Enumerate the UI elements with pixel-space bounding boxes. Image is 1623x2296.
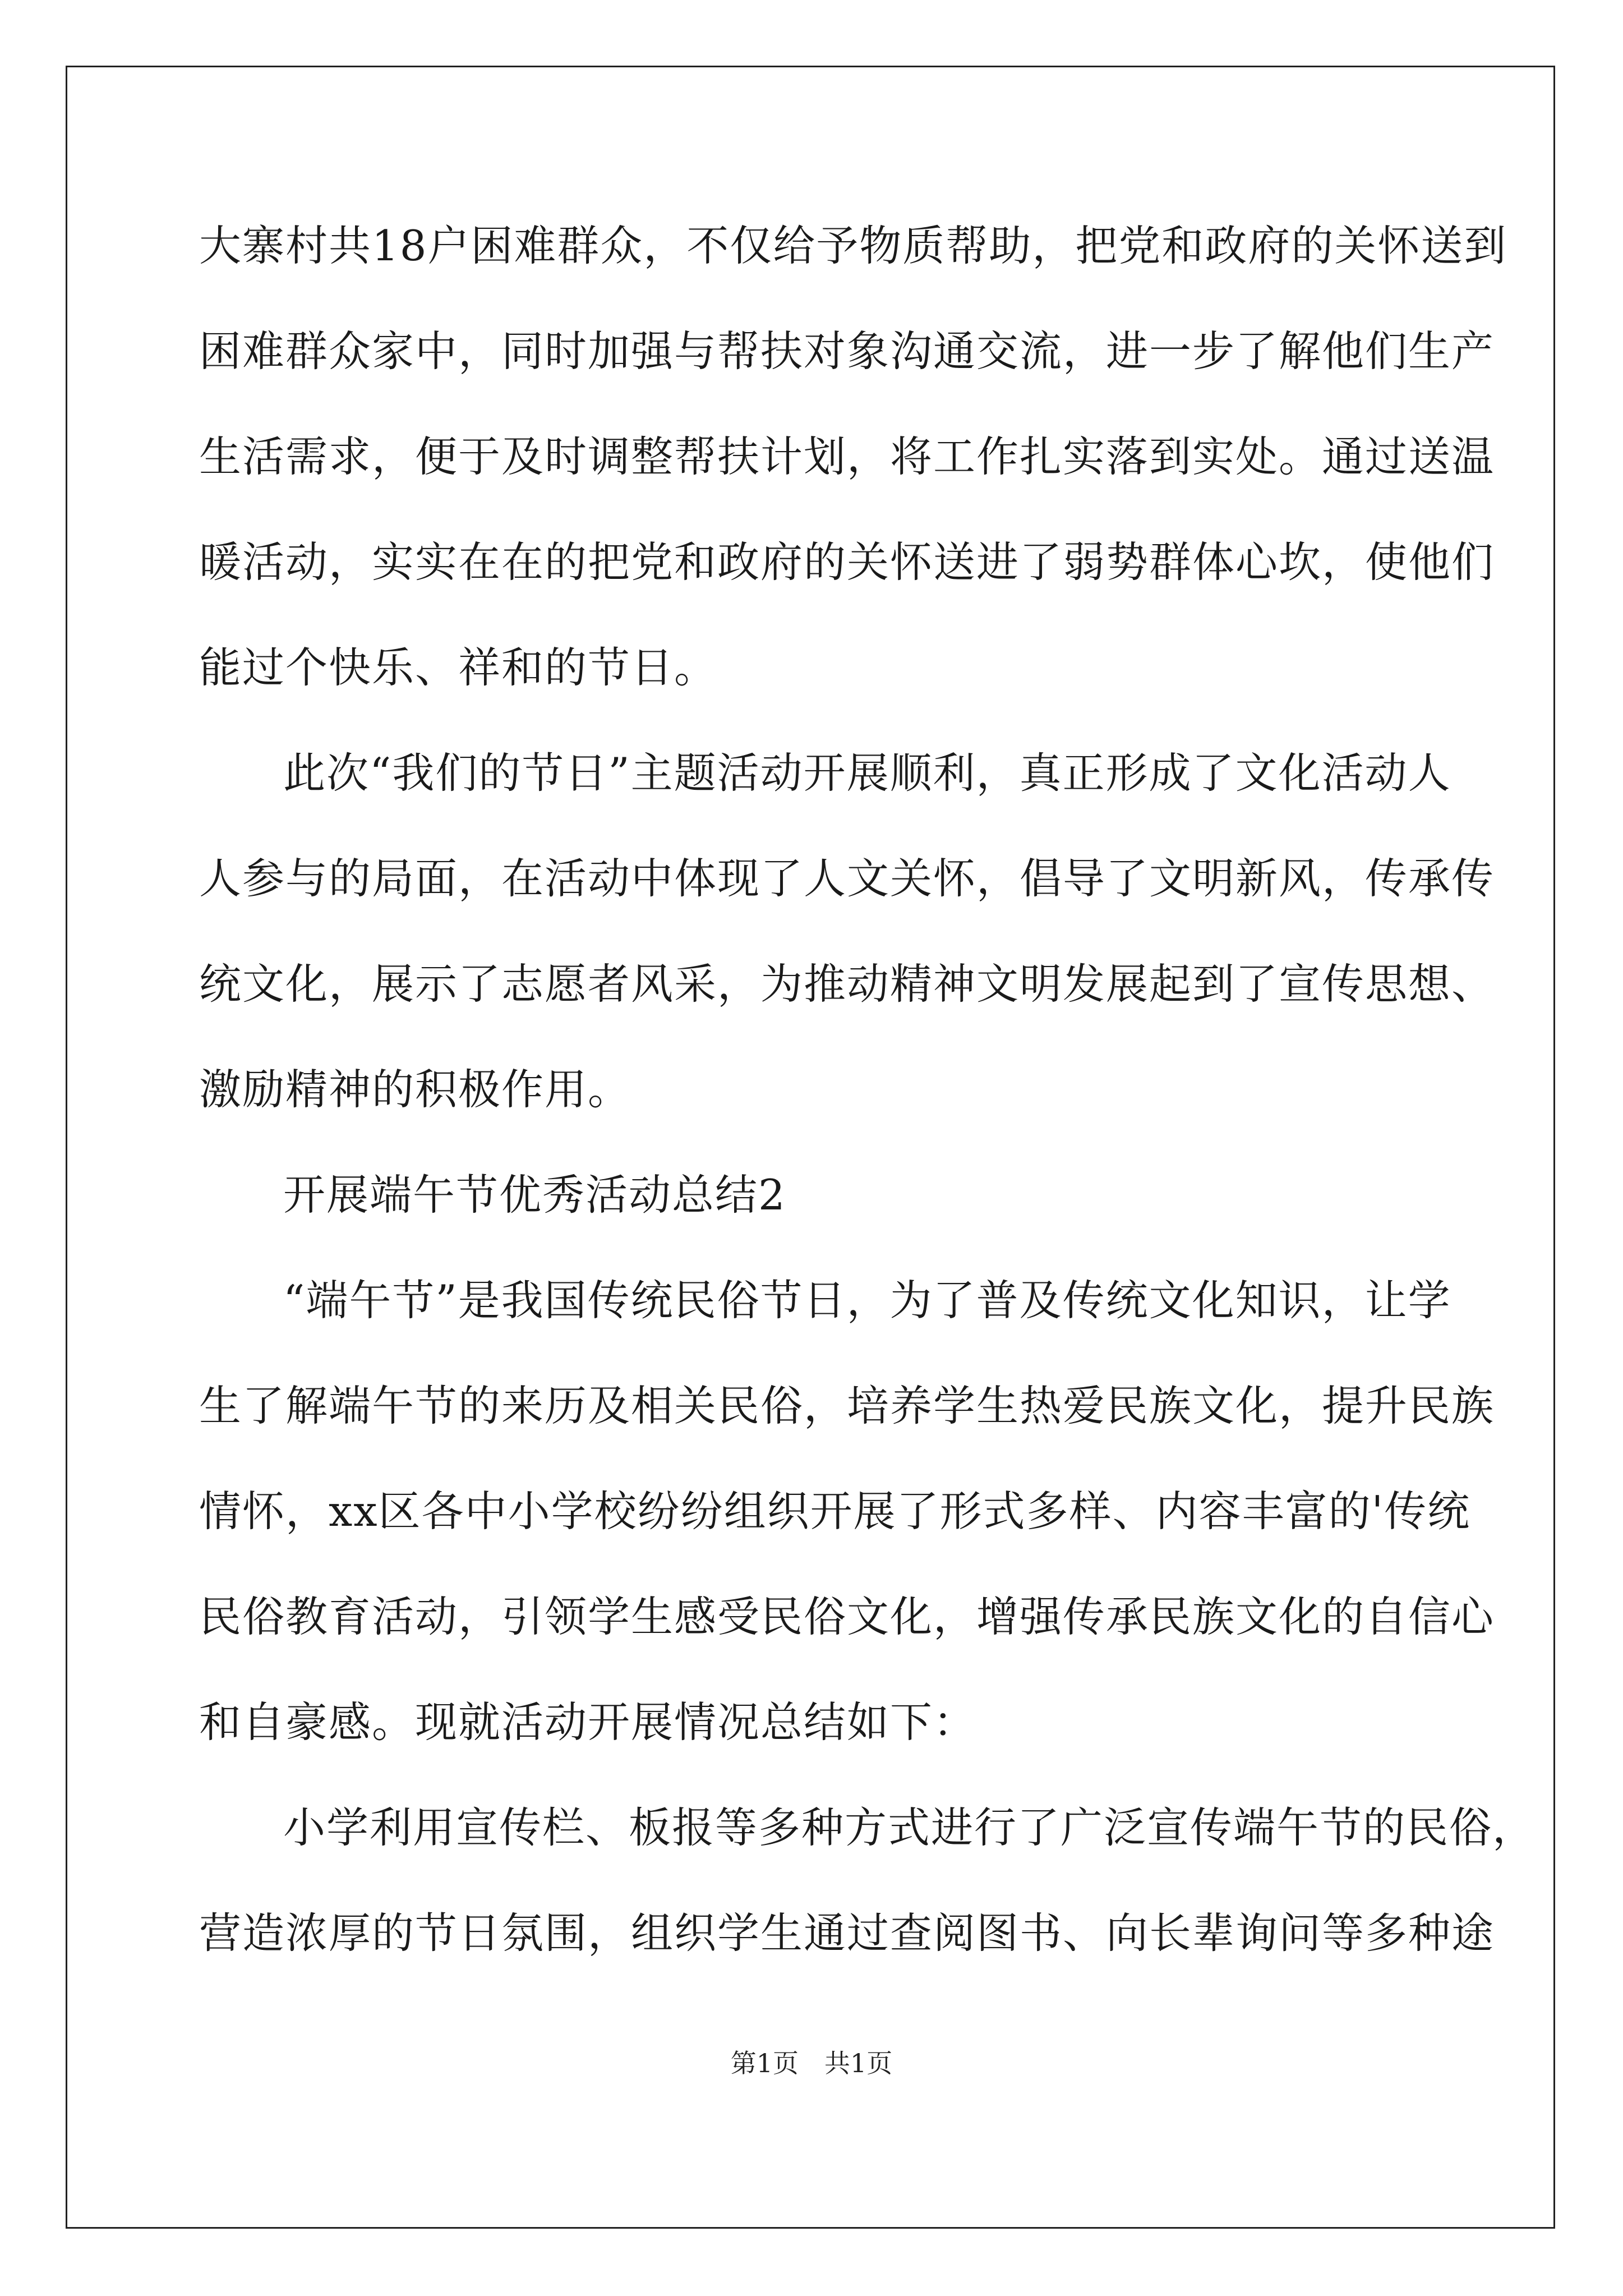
text-line: 小学利用宣传栏、板报等多种方式进行了广泛宣传端午节的民俗，	[283, 1803, 1536, 1852]
text-line: 生活需求，便于及时调整帮扶计划，将工作扎实落到实处。通过送温	[199, 432, 1495, 481]
text-line: “端午节”是我国传统民俗节日，为了普及传统文化知识，让学	[283, 1276, 1451, 1325]
text-line: 能过个快乐、祥和的节日。	[199, 643, 718, 692]
text-line: 营造浓厚的节日氛围，组织学生通过查阅图书、向长辈询问等多种途	[199, 1908, 1495, 1958]
text-line: 情怀，xx区各中小学校纷纷组织开展了形式多样、内容丰富的'传统	[199, 1487, 1471, 1536]
text-line: 暖活动，实实在在的把党和政府的关怀送进了弱势群体心坎，使他们	[199, 537, 1495, 587]
text-line: 大寨村共18户困难群众，不仅给予物质帮助，把党和政府的关怀送到	[199, 221, 1507, 270]
page-footer: 第1页 共1页	[730, 2048, 893, 2078]
text-line: 困难群众家中，同时加强与帮扶对象沟通交流，进一步了解他们生产	[199, 326, 1495, 376]
text-line: 人参与的局面，在活动中体现了人文关怀，倡导了文明新风，传承传	[199, 854, 1495, 903]
text-line: 和自豪感。现就活动开展情况总结如下：	[199, 1697, 977, 1747]
section-heading: 开展端午节优秀活动总结2	[283, 1170, 786, 1220]
text-line: 统文化，展示了志愿者风采，为推动精神文明发展起到了宣传思想、	[199, 959, 1495, 1009]
document-body	[199, 215, 1536, 2008]
text-line: 生了解端午节的来历及相关民俗，培养学生热爱民族文化，提升民族	[199, 1381, 1495, 1430]
text-line: 激励精神的积极作用。	[199, 1065, 631, 1114]
text-line: 此次“我们的节日”主题活动开展顺利，真正形成了文化活动人	[283, 748, 1451, 798]
text-line: 民俗教育活动，引领学生感受民俗文化，增强传承民族文化的自信心	[199, 1592, 1495, 1641]
